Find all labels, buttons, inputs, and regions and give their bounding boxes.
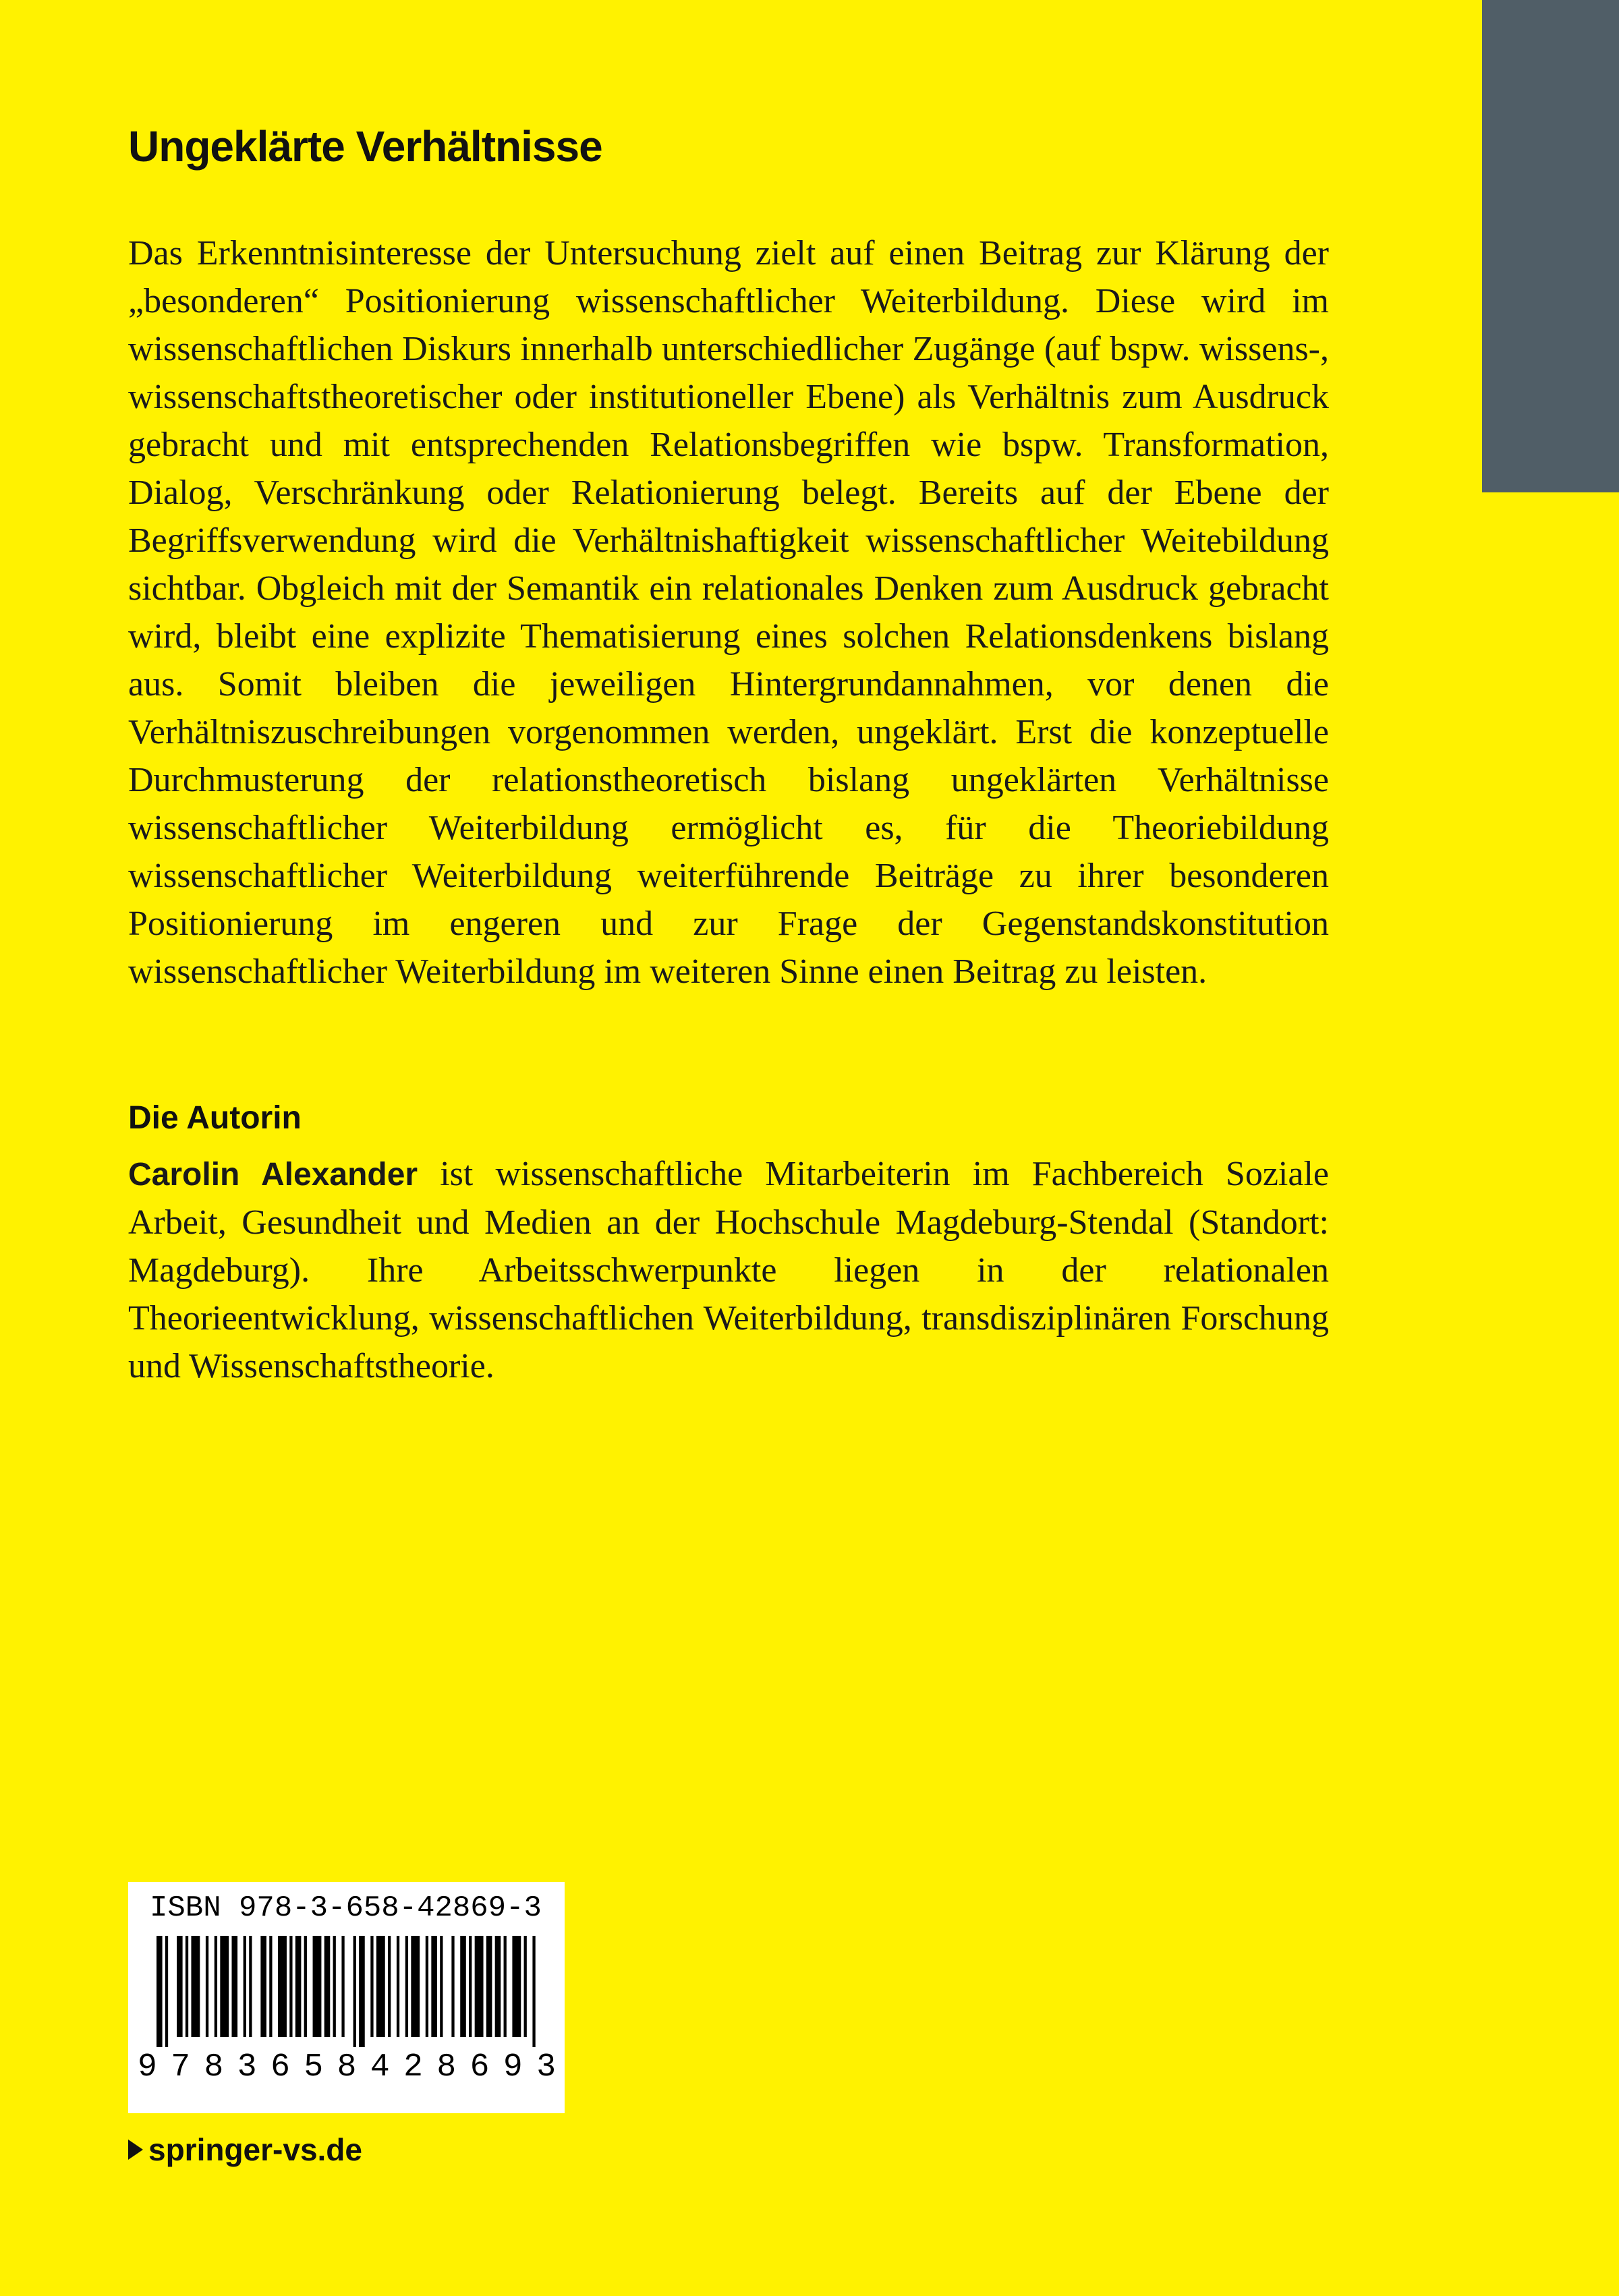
isbn-barcode bbox=[128, 1882, 565, 2113]
barcode-bar bbox=[370, 1936, 373, 2037]
barcode-digit: 5 bbox=[304, 2049, 324, 2086]
barcode-bar bbox=[353, 1936, 356, 2047]
barcode-bar bbox=[324, 1936, 331, 2037]
barcode-bar bbox=[460, 1936, 466, 2037]
barcode-bar bbox=[165, 1936, 168, 2047]
barcode-bar bbox=[411, 1936, 420, 2037]
barcode-bar bbox=[157, 1936, 163, 2047]
barcode-digit: 2 bbox=[403, 2049, 423, 2086]
barcode-bar bbox=[512, 1936, 521, 2037]
barcode-bar bbox=[341, 1936, 344, 2037]
barcode-bar bbox=[469, 1936, 472, 2037]
barcode-bar bbox=[260, 1936, 266, 2037]
barcode-bar bbox=[397, 1936, 399, 2037]
barcode-bar bbox=[177, 1936, 183, 2037]
author-name: Carolin Alexander bbox=[128, 1157, 418, 1193]
barcode-digit: 4 bbox=[370, 2049, 390, 2086]
author-bio-paragraph bbox=[128, 1150, 1329, 1390]
barcode-digit: 9 bbox=[503, 2049, 523, 2086]
barcode-bar bbox=[269, 1936, 272, 2037]
barcode-digit: 6 bbox=[470, 2049, 490, 2086]
isbn-label: ISBN 978-3-658-42869-3 bbox=[150, 1891, 542, 1925]
barcode-bar bbox=[278, 1936, 287, 2037]
book-title: Ungeklärte Verhältnisse bbox=[128, 122, 602, 171]
barcode-bar bbox=[304, 1936, 307, 2037]
barcode-digit: 6 bbox=[271, 2049, 290, 2086]
barcode-bar bbox=[504, 1936, 507, 2037]
barcode-bar bbox=[359, 1936, 365, 2047]
publisher-website[interactable] bbox=[128, 2131, 362, 2168]
barcode-digit: 8 bbox=[337, 2049, 357, 2086]
barcode-bar bbox=[486, 1936, 492, 2037]
barcode-bar bbox=[333, 1936, 336, 2037]
barcode-bar bbox=[186, 1936, 188, 2037]
barcode-bar bbox=[220, 1936, 229, 2037]
barcode-digit: 8 bbox=[204, 2049, 224, 2086]
website-label: springer-vs.de bbox=[148, 2132, 362, 2167]
barcode-bar bbox=[249, 1936, 252, 2037]
barcode-digit: 7 bbox=[171, 2049, 191, 2086]
barcode-digit: 3 bbox=[536, 2049, 556, 2086]
barcode-bar bbox=[388, 1936, 391, 2037]
side-color-band bbox=[1482, 0, 1619, 492]
barcode-bar bbox=[451, 1936, 454, 2037]
author-bio: ist wissenschaftliche Mitarbeiterin im Fachbereich Soziale Arbeit, Gesundheit und Medien an der Hochschule Magdeburg-Stendal (Standort: Magdeburg). Ihre Arbeitsschwerpunkte liegen in der relationalen Theorieentwicklung, wissenschaftlichen Weiterbildung, transdisziplinären Forschung und Wissenschaftstheorie. bbox=[128, 1155, 1329, 1385]
barcode-digit: 8 bbox=[436, 2049, 457, 2086]
barcode-digit: 3 bbox=[237, 2049, 257, 2086]
barcode-bar bbox=[295, 1936, 302, 2037]
barcode-bar bbox=[405, 1936, 408, 2037]
barcode-bar bbox=[289, 1936, 292, 2037]
barcode-bar bbox=[532, 1936, 535, 2047]
barcode-digit: 9 bbox=[138, 2049, 157, 2086]
barcode-bar bbox=[313, 1936, 322, 2037]
barcode-bar bbox=[215, 1936, 217, 2037]
barcode-bar bbox=[426, 1936, 428, 2037]
barcode-digits bbox=[138, 2049, 556, 2086]
barcode-bar bbox=[440, 1936, 443, 2037]
abstract-paragraph: Das Erkenntnisinteresse der Untersuchung zielt auf einen Beitrag zur Klärung der „besonderen“ Positionierung wissenschaftlicher Weiterbildung. Diese wird im wissenschaftlichen Diskurs innerhalb unterschiedlicher Zugänge (auf bspw. wissens-, wissenschaftstheoretischer oder institutioneller Ebene) als Verhältnis zum Ausdruck gebracht und mit entsprechenden Relationsbegriffen wie bspw. Transformation, Dialog, Verschränkung oder Relationierung belegt. Bereits auf der Ebene der Begriffsverwendung wird die Verhältnishaftigkeit wissenschaftlicher Weitebildung sichtbar. Obgleich mit der Semantik ein relationales Denken zum Ausdruck gebracht wird, bleibt eine explizite Thematisierung eines solchen Relationsdenkens bislang aus. Somit bleiben die jeweiligen Hintergrundannahmen, vor denen die Verhältniszuschreibungen vorgenommen werden, ungeklärt. Erst die konzeptuelle Durchmusterung der relationstheoretisch bislang ungeklärten Verhältnisse wissenschaftlicher Weiterbildung ermöglicht es, für die Theoriebildung wissenschaftlicher Weiterbildung weiterführende Beiträge zu ihrer besonderen Positionierung im engeren und zur Frage der Gegenstandskonstitution wissenschaftlicher Weiterbildung im weiteren Sinne einen Beitrag zu leisten. bbox=[128, 234, 1329, 991]
barcode-bar bbox=[376, 1936, 385, 2037]
barcode-bar bbox=[191, 1936, 200, 2037]
barcode-bar bbox=[206, 1936, 208, 2037]
triangle-right-icon bbox=[128, 2140, 143, 2160]
barcode-bar bbox=[475, 1936, 484, 2037]
barcode-bar bbox=[244, 1936, 246, 2037]
barcode-bar bbox=[431, 1936, 437, 2037]
barcode-bar bbox=[231, 1936, 237, 2037]
barcode-bars bbox=[157, 1936, 538, 2047]
author-heading: Die Autorin bbox=[128, 1100, 302, 1136]
barcode-bar bbox=[495, 1936, 501, 2037]
barcode-bar bbox=[524, 1936, 527, 2037]
